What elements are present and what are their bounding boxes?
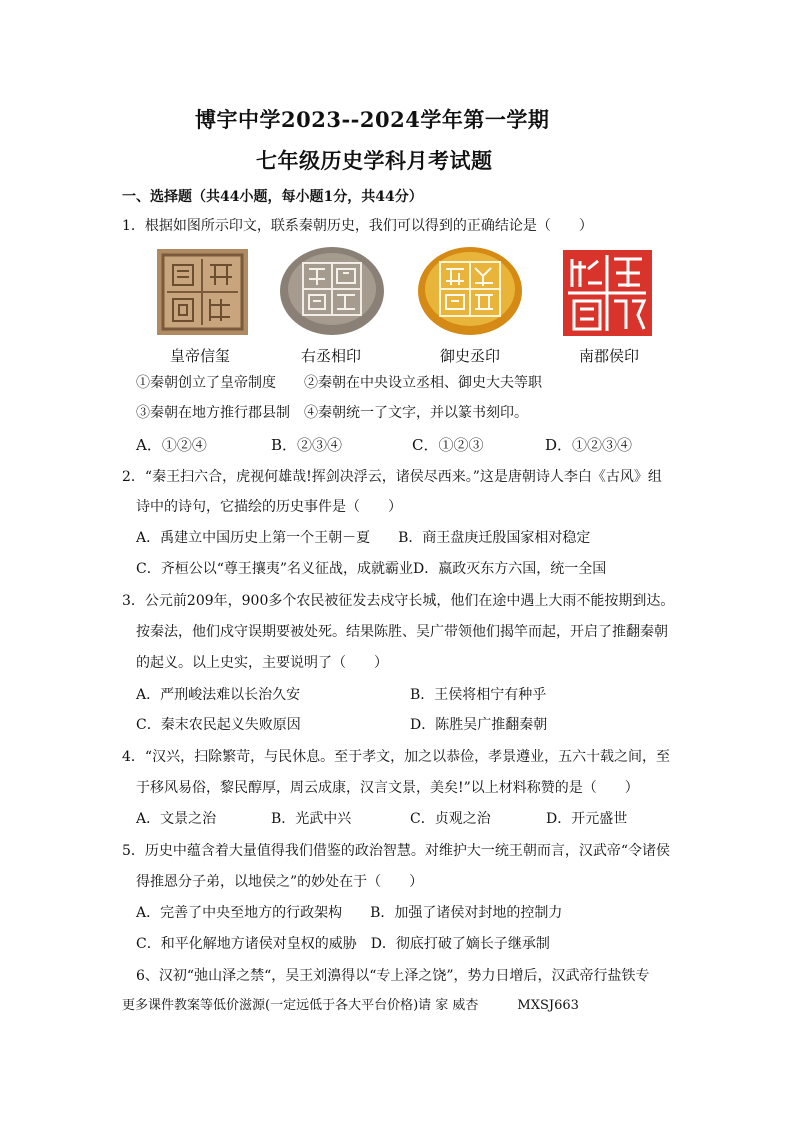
q1-option-b: B．②③④ — [271, 436, 343, 454]
section-heading: 一、选择题（共44小题，每小题1分，共44分） — [122, 189, 423, 205]
q4-option-a: A．文景之治 — [136, 811, 217, 827]
q1-option-a: A．①②④ — [136, 436, 207, 454]
q4-option-c: C．贞观之治 — [410, 811, 491, 827]
q4-stem-line2: 于移风易俗，黎民醇厚，周云成康，汉言文景，美矣!”以上材料称赞的是（ ） — [136, 780, 639, 796]
q1-statements-line1: ①秦朝创立了皇帝制度 ②秦朝在中央设立丞相、御史大夫等职 — [136, 375, 542, 391]
q6-stem-line1: 6、汉初“弛山泽之禁“，吴王刘濞得以“专上泽之饶”，势力日增后，汉武帝行盐铁专 — [136, 968, 650, 984]
q4-stem-line1: 4．“汉兴，扫除繁苛，与民休息。至于孝文，加之以恭俭，孝景遵业，五六十载之间，至 — [122, 749, 671, 765]
seal-caption-1: 皇帝信玺 — [170, 347, 231, 365]
q1-option-c: C．①②③ — [412, 436, 484, 454]
q1-statements-line2: ③秦朝在地方推行郡县制 ④秦朝统一了文字，并以篆书刻印。 — [136, 405, 528, 421]
q3-option-c: C．秦末农民起义失败原因 — [136, 717, 301, 733]
seal-yushi-cheng-yin-image — [415, 243, 525, 338]
q3-option-b: B．王侯将相宁有种乎 — [410, 687, 547, 703]
q2-options-line2: C．齐桓公以“尊王攘夷”名义征战，成就霸业D．嬴政灭东方六国，统一全国 — [136, 561, 607, 577]
exam-title: 博宇中学2023--2024学年第一学期 — [195, 107, 550, 132]
q5-options-line1: A．完善了中央至地方的行政架构 B．加强了诸侯对封地的控制力 — [136, 905, 563, 921]
q5-options-line2: C．和平化解地方诸侯对皇权的威胁 D．彻底打破了嫡长子继承制 — [136, 936, 550, 952]
q1-stem: 1．根据如图所示印文，联系秦朝历史，我们可以得到的正确结论是（ ） — [122, 218, 593, 234]
seal-caption-3: 御史丞印 — [440, 347, 501, 365]
q2-options-line1: A．禹建立中国历史上第一个王朝－夏 B．商王盘庚迁殷国家相对稳定 — [136, 530, 591, 546]
seal-caption-2: 右丞相印 — [301, 347, 362, 365]
q3-stem-line1: 3．公元前209年，900多个农民被征发去戍守长城，他们在途中遇上大雨不能按期到达。 — [122, 593, 675, 609]
seal-caption-4: 南郡侯印 — [579, 347, 640, 365]
q5-stem-line2: 得推恩分子弟，以地侯之”的妙处在于（ ） — [136, 874, 424, 890]
q3-option-a: A．严刑峻法难以长治久安 — [136, 687, 301, 703]
seal-nanjun-hou-yin-image — [560, 247, 655, 339]
exam-subtitle: 七年级历史学科月考试题 — [256, 148, 493, 173]
seal-you-chengxiang-yin-image — [277, 243, 387, 338]
q2-stem-line1: 2．“秦王扫六合，虎视何雄哉!挥剑决浮云，诸侯尽西来。”这是唐朝诗人李白《古风》组 — [122, 469, 662, 485]
q3-stem-line3: 的起义。以上史实，主要说明了（ ） — [136, 655, 388, 671]
q4-option-d: D．开元盛世 — [546, 811, 628, 827]
q2-stem-line2: 诗中的诗句，它描绘的历史事件是（ ） — [136, 499, 402, 515]
q3-stem-line2: 按秦法，他们戍守误期要被处死。结果陈胜、吴广带领他们揭竿而起，开启了推翻秦朝 — [136, 624, 668, 640]
q3-option-d: D．陈胜吴广推翻秦朝 — [410, 717, 548, 733]
q1-option-d: D．①②③④ — [545, 436, 633, 454]
footer-note: 更多课件教案等低价滋源(一定远低于各大平台价格)请 家 威杏 MXSJ663 — [122, 998, 579, 1013]
seal-huangdi-xinxi-image — [155, 247, 250, 337]
q5-stem-line1: 5．历史中蕴含着大量值得我们借鉴的政治智慧。对维护大一统王朝而言，汉武帝“令诸侯 — [122, 843, 671, 859]
q4-option-b: B．光武中兴 — [271, 811, 352, 827]
